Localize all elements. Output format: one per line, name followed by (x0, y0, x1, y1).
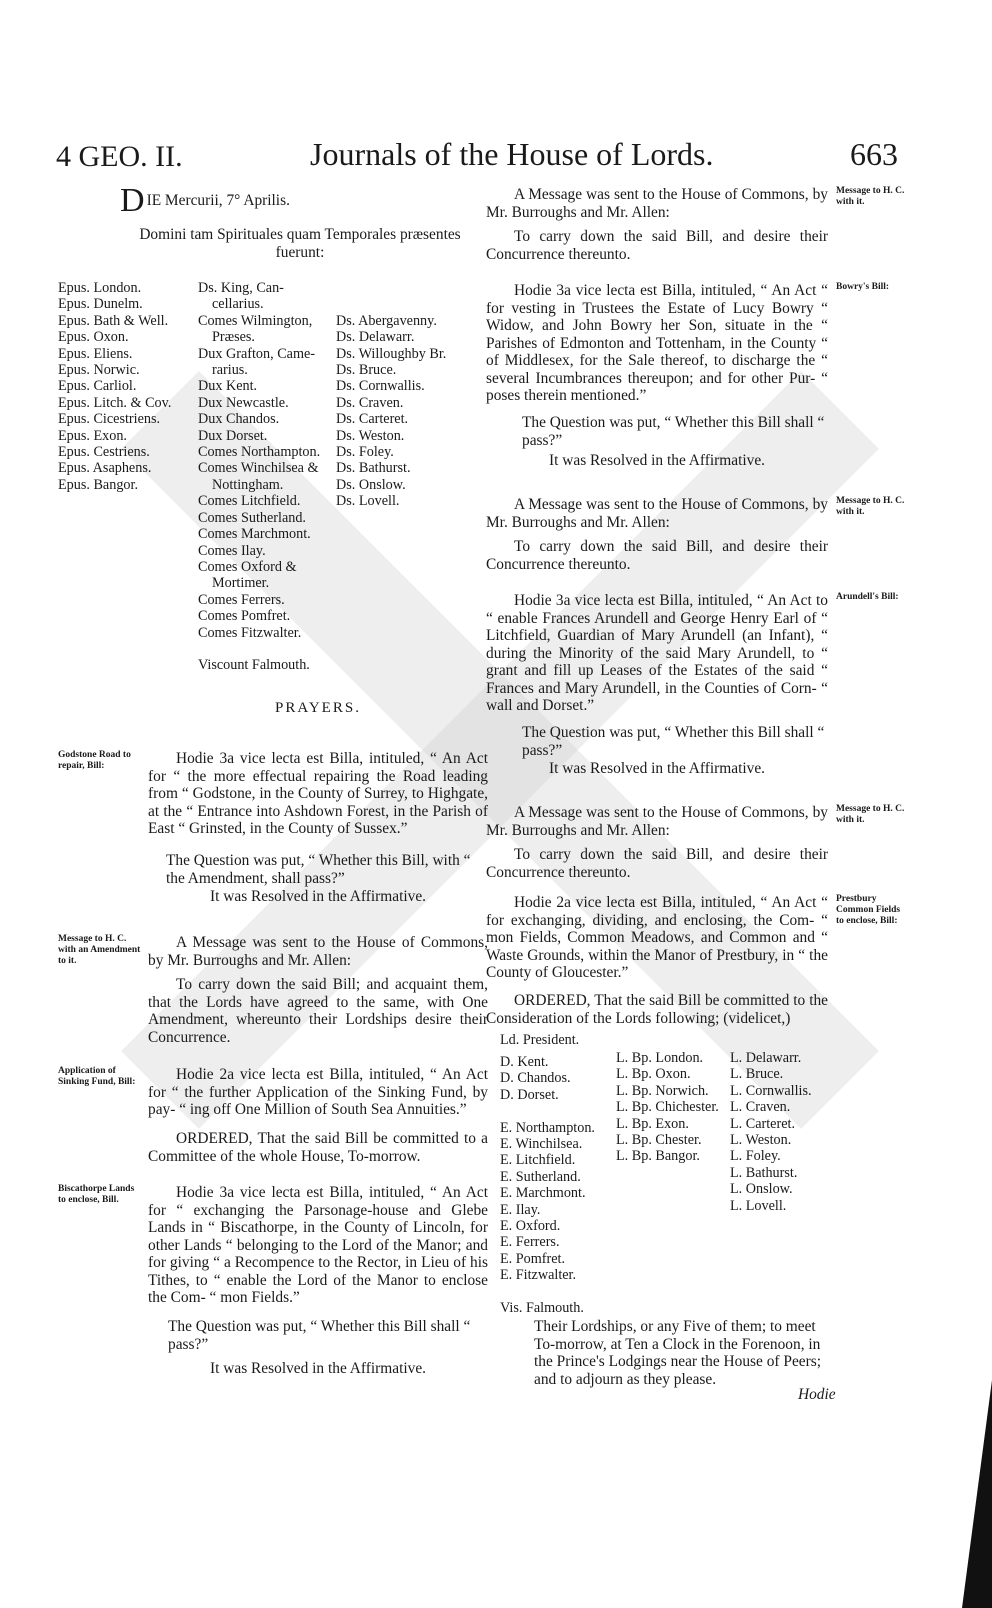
attendee-peer: Mortimer. (212, 575, 270, 592)
page-edge-shadow (962, 1380, 992, 1608)
attendance-heading: Domini tam Spirituales quam Temporales præsentes fuerunt: (139, 226, 461, 261)
attendee-bishop: Epus. Eliens. (58, 345, 133, 362)
catchword: Hodie (798, 1386, 836, 1403)
committee-member: L. Bp. Chester. (616, 1132, 702, 1149)
committee-member: L. Bp. Bangor. (616, 1148, 700, 1165)
attendee-baron: Ds. Foley. (336, 444, 394, 461)
attendance-col-barons (336, 280, 446, 510)
attendee-baron: Ds. Weston. (336, 427, 405, 444)
committee-member: Vis. Falmouth. (500, 1300, 584, 1317)
margin-note-sinking-fund: Application of Sinking Fund, Bill: (58, 1066, 136, 1087)
committee-member: L. Bp. Exon. (616, 1115, 689, 1132)
committee-member: L. Bp. Norwich. (616, 1082, 709, 1099)
committee-member: L. Onslow. (730, 1181, 793, 1198)
committee-member: D. Dorset. (500, 1086, 559, 1103)
margin-note-arundell: Arundell's Bill: (836, 592, 899, 602)
margin-note-message-amendment: Message to H. C. with an Amendment to it. (58, 934, 141, 966)
carry-down-text-4: To carry down the said Bill, and desire their Concurrence thereunto. (486, 846, 828, 881)
committee-member: L. Bp. Oxon. (616, 1066, 691, 1083)
margin-note-message-4: Message to H. C. with it. (836, 804, 905, 825)
attendee-peer: Viscount Falmouth. (198, 657, 310, 674)
attendee-bishop: Epus. Norwic. (58, 362, 140, 379)
attendee-peer: Nottingham. (212, 476, 284, 493)
attendee-peer: Comes Ferrers. (198, 591, 285, 608)
sitting-date: IE Mercurii, 7° Aprilis. (146, 192, 290, 209)
resolved-2: It was Resolved in the Affirmative. (210, 1360, 426, 1377)
attendee-baron: Ds. Lovell. (336, 493, 400, 510)
attendee-peer: Ds. King, Can- (198, 280, 284, 296)
attendee-baron: Ds. Craven. (336, 394, 404, 411)
committee-member: E. Winchilsea. (500, 1136, 583, 1153)
attendee-peer: Comes Winchilsea & (198, 460, 319, 477)
attendee-baron: Ds. Willoughby Br. (336, 345, 447, 362)
margin-note-bowry: Bowry's Bill: (836, 282, 890, 292)
committee-col-peers (500, 1054, 595, 1317)
attendance-col-earls (198, 280, 320, 674)
prayers-heading: PRAYERS. (275, 700, 361, 716)
committee-member (500, 1284, 595, 1300)
attendee-baron: Ds. Cornwallis. (336, 378, 425, 395)
committee-member: L. Cornwallis. (730, 1082, 812, 1099)
attendee-baron (336, 280, 446, 296)
attendee-bishop: Epus. London. (58, 280, 142, 296)
attendee-peer: Comes Sutherland. (198, 509, 306, 526)
attendee-peer: Comes Oxford & (198, 558, 297, 575)
attendee-baron: Ds. Carteret. (336, 411, 409, 428)
attendee-peer: Dux Chandos. (198, 411, 280, 428)
committee-member: E. Ferrers. (500, 1234, 560, 1251)
committee-member: E. Ilay. (500, 1201, 541, 1218)
committee-member: L. Weston. (730, 1132, 792, 1149)
attendee-peer (198, 641, 320, 657)
margin-note-prestbury: Prestbury Common Fields to enclose, Bill: (836, 894, 901, 926)
attendee-baron: Ds. Onslow. (336, 476, 406, 493)
attendee-peer: Comes Pomfret. (198, 608, 291, 625)
committee-member: L. Bp. London. (616, 1050, 704, 1066)
page-number: 663 (850, 136, 898, 172)
committee-member: D. Chandos. (500, 1070, 571, 1087)
message-text-1: A Message was sent to the House of Commons, by Mr. Burroughs and Mr. Allen: (148, 934, 488, 969)
attendee-bishop: Epus. Cicestriens. (58, 411, 161, 428)
committee-member: E. Pomfret. (500, 1250, 566, 1267)
attendee-peer: Præses. (212, 329, 255, 346)
attendee-peer: Comes Wilmington, (198, 312, 313, 329)
attendee-bishop: Epus. Exon. (58, 427, 127, 444)
margin-note-godstone: Godstone Road to repair, Bill: (58, 750, 131, 771)
attendee-baron (336, 296, 446, 312)
message-text-4: A Message was sent to the House of Commons, by Mr. Burroughs and Mr. Allen: (486, 804, 828, 839)
arundell-bill-text: Hodie 3a vice lecta est Billa, intituled, “ An Act to “ enable Frances Arundell and George Henry Earl of “ Litchfield, Guardian of Mary Arundell (an Infant), “ during the Minority of the said Mary Arundell, to “ grant and fill up Leases of the Estates of the said “ Frances and Mary Arundell, in the Counties of Corn- “ wall and Dorset.” (486, 592, 828, 714)
attendee-peer: Dux Newcastle. (198, 394, 289, 411)
question-3: The Question was put, “ Whether this Bill shall “ pass?” (522, 414, 825, 449)
attendee-bishop: Epus. Asaphens. (58, 460, 152, 477)
attendee-baron: Ds. Abergavenny. (336, 312, 437, 329)
sinking-fund-bill-text: Hodie 2a vice lecta est Billa, intituled, “ An Act for “ the further Application of the Sinking Fund, by pay- “ ing off One Million of South Sea Annuities.” (148, 1066, 488, 1118)
committee-member: E. Sutherland. (500, 1168, 581, 1185)
attendee-peer: Dux Grafton, Came- (198, 345, 316, 362)
committee-col-lords (730, 1050, 812, 1214)
committee-member: L. Lovell. (730, 1197, 787, 1214)
committee-member (500, 1103, 595, 1119)
attendee-bishop: Epus. Oxon. (58, 329, 129, 346)
attendee-baron: Ds. Delawarr. (336, 329, 415, 346)
committee-member: D. Kent. (500, 1054, 549, 1070)
attendee-baron: Ds. Bathurst. (336, 460, 411, 477)
resolved-3: It was Resolved in the Affirmative. (549, 452, 765, 469)
attendee-bishop: Epus. Cestriens. (58, 444, 150, 461)
committee-member: E. Marchmont. (500, 1185, 586, 1202)
attendee-baron: Ds. Bruce. (336, 362, 397, 379)
attendee-peer: cellarius. (212, 296, 264, 313)
attendee-peer: Dux Kent. (198, 378, 258, 395)
committee-member: L. Bruce. (730, 1066, 784, 1083)
biscathorpe-bill-text: Hodie 3a vice lecta est Billa, intituled, “ An Act for “ exchanging the Parsonage-house and Glebe Lands in “ Biscathorpe, in the County of Lincoln, for other Lands “ belonging to the Lord of the Manor; and for giving “ a Recompence to the Rector, in Lieu of his Tithes, to “ enable the Lord of the Manor to enclose the Com- “ mon Fields.” (148, 1184, 488, 1306)
prestbury-bill-text: Hodie 2a vice lecta est Billa, intituled, “ An Act “ for exchanging, dividing, and enclosing, the Com- “ mon Fields, Common Meadows, and Common and “ Waste Grounds, within the Manor of Prestbury, in “ the County of Gloucester.” (486, 894, 828, 981)
attendee-peer: Comes Ilay. (198, 542, 266, 559)
committee-member: L. Bathurst. (730, 1164, 798, 1181)
committee-member: L. Delawarr. (730, 1050, 802, 1066)
ordered-text-2: ORDERED, That the said Bill be committed to the Consideration of the Lords following; (videlicet,) (486, 992, 828, 1027)
question-4: The Question was put, “ Whether this Bill shall “ pass?” (522, 724, 825, 759)
attendee-bishop: Epus. Bangor. (58, 476, 138, 493)
committee-member: L. Foley. (730, 1148, 781, 1165)
committee-member: E. Oxford. (500, 1218, 561, 1235)
attendance-col-bishops (58, 280, 171, 493)
attendee-bishop: Epus. Carliol. (58, 378, 137, 395)
ordered-text-1: ORDERED, That the said Bill be committed to a Committee of the whole House, To-morrow. (148, 1130, 488, 1165)
attendee-peer: Comes Marchmont. (198, 526, 311, 543)
attendee-bishop: Epus. Bath & Well. (58, 312, 169, 329)
margin-note-message-3: Message to H. C. with it. (836, 496, 905, 517)
margin-note-message-2: Message to H. C. with it. (836, 186, 905, 207)
committee-member: L. Craven. (730, 1099, 791, 1116)
attendee-peer: rarius. (212, 362, 248, 379)
attendee-bishop: Epus. Litch. & Cov. (58, 394, 172, 411)
meeting-instructions: Their Lordships, or any Five of them; to meet To-morrow, at Ten a Clock in the Forenoon, in the Prince's Lodgings near the House of Peers; and to adjourn as they please. (534, 1318, 822, 1388)
drop-cap: D (120, 182, 145, 219)
message-text-2: A Message was sent to the House of Commons, by Mr. Burroughs and Mr. Allen: (486, 186, 828, 221)
regnal-year: 4 GEO. II. (56, 140, 183, 173)
resolved-4: It was Resolved in the Affirmative. (549, 760, 765, 777)
carry-down-text-2: To carry down the said Bill, and desire their Concurrence thereunto. (486, 228, 828, 263)
committee-member: E. Litchfield. (500, 1152, 576, 1169)
committee-col-bishops (616, 1050, 719, 1165)
committee-member: L. Carteret. (730, 1115, 795, 1132)
attendee-peer: Comes Fitzwalter. (198, 624, 302, 641)
committee-member: E. Northampton. (500, 1119, 595, 1136)
resolved-1: It was Resolved in the Affirmative. (210, 888, 426, 905)
carry-down-text-3: To carry down the said Bill, and desire their Concurrence thereunto. (486, 538, 828, 573)
godstone-bill-text: Hodie 3a vice lecta est Billa, intituled, “ An Act for “ the more effectual repairing the Road leading from “ Godstone, in the County of Surrey, to Highgate, at the “ Entrance into Ashdown Forest, in the Parish of East “ Grinsted, in the County of Sussex.” (148, 750, 488, 837)
message-text-3: A Message was sent to the House of Commons, by Mr. Burroughs and Mr. Allen: (486, 496, 828, 531)
committee-member: L. Bp. Chichester. (616, 1099, 719, 1116)
carry-down-text-1: To carry down the said Bill; and acquaint them, that the Lords have agreed to the same, with One Amendment, whereunto their Lordships desire their Concurrence. (148, 976, 488, 1046)
question-1: The Question was put, “ Whether this Bill, with “ the Amendment, shall pass?” (166, 852, 471, 887)
page-title: Journals of the House of Lords. (310, 136, 714, 172)
bowry-bill-text: Hodie 3a vice lecta est Billa, intituled, “ An Act “ for vesting in Trustees the Estate of Lucy Bowry “ Widow, and John Bowry her Son, situate in the “ Parishes of Edmonton and Tottenham, in the County “ of Middlesex, for the Sale thereof, to discharge the “ several Incumbrances thereupon; and for other Pur- “ poses therein mentioned.” (486, 282, 828, 404)
attendee-peer: Comes Northampton. (198, 444, 321, 461)
attendee-bishop: Epus. Dunelm. (58, 296, 143, 313)
attendee-peer: Comes Litchfield. (198, 493, 301, 510)
attendee-peer: Dux Dorset. (198, 427, 268, 444)
margin-note-biscathorpe: Biscathorpe Lands to enclose, Bill. (58, 1184, 135, 1205)
question-2: The Question was put, “ Whether this Bill shall “ pass?” (168, 1318, 471, 1353)
opening-block (120, 182, 480, 261)
committee-member: E. Fitzwalter. (500, 1267, 577, 1284)
lord-president: Ld. President. (500, 1032, 580, 1048)
